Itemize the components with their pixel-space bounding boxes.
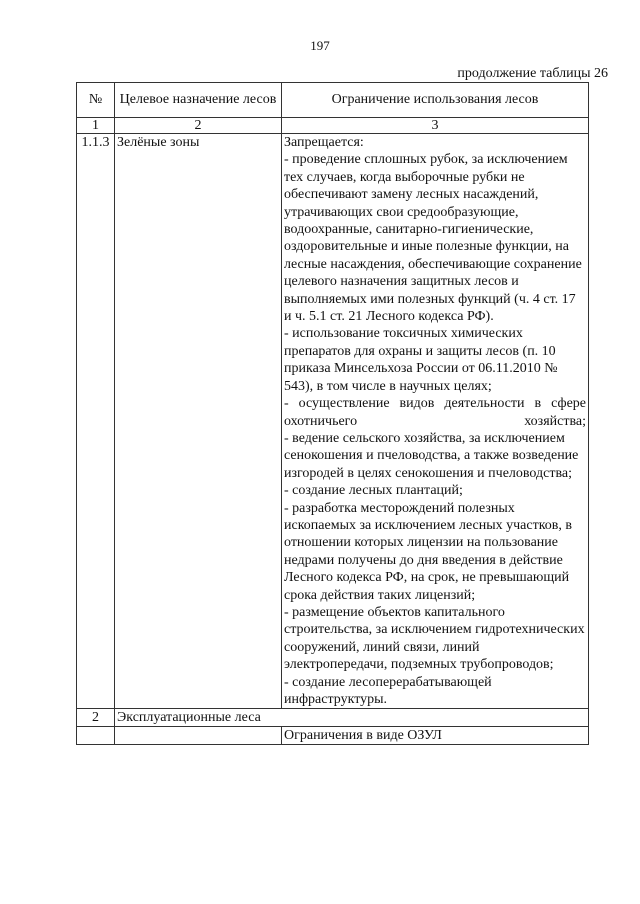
restriction-item: - использование токсичных химических препаратов для охраны и защиты лесов (п. 10 приказа Минсельхоза России от 06.11.2010 № 543), в том числе в научных целях; (284, 326, 558, 394)
table-continuation-label: продолжение таблицы 26 (457, 66, 608, 81)
header-number: № (77, 83, 115, 118)
restriction-item: - создание лесных плантаций; (284, 483, 463, 499)
header-restriction: Ограничение использования лесов (282, 83, 589, 118)
table-header-row (77, 83, 589, 118)
restrictions-table (76, 82, 589, 745)
restriction-item: - осуществление видов деятельности в сфере охотничьего хозяйства; (284, 396, 586, 429)
restriction-title: Запрещается: (284, 135, 364, 150)
restriction-item: - создание лесоперерабатывающей инфраструктуры. (284, 674, 492, 707)
column-number-2: 2 (115, 118, 282, 134)
header-purpose: Целевое назначение лесов (115, 83, 282, 118)
row-purpose: Зелёные зоны (115, 134, 282, 709)
table-row-ozul (77, 727, 589, 745)
restriction-item: - ведение сельского хозяйства, за исключением сенокошения и пчеловодства, а также возведение изгородей в целях сенокошения и пчеловодства; (284, 430, 579, 481)
table-row-green-zones (77, 134, 589, 709)
restriction-item: - проведение сплошных рубок, за исключением тех случаев, когда выборочные рубки не обеспечивают замену лесных насаждений, утрачивающих свои средообразующие, водоохранные, санитарно-гигиенические, оздоровительные и иные полезные функции, на лесные насаждения, обеспечивающие сохранение целевого назначения защитных лесов и выполняемых ими полезных функций (ч. 4 ст. 17 и ч. 5.1 ст. 21 Лесного кодекса РФ). (284, 152, 582, 325)
table-row-section (77, 709, 589, 727)
section-number: 2 (77, 709, 115, 727)
ozul-number-empty (77, 727, 115, 745)
section-title: Эксплуатационные леса (115, 709, 589, 727)
ozul-restriction: Ограничения в виде ОЗУЛ (282, 727, 589, 745)
restriction-item: - размещение объектов капитального строительства, за исключением гидротехнических сооружений, линий связи, линий электропередачи, подземных трубопроводов; (284, 604, 585, 673)
row-restrictions (282, 134, 589, 709)
restriction-item: - разработка месторождений полезных ископаемых за исключением лесных участков, в отношении которых лицензии на пользование недрами получены до дня введения в действие Лесного кодекса РФ, на срок, не превышающий срока действия таких лицензий; (284, 500, 573, 603)
ozul-purpose-empty (115, 727, 282, 745)
column-number-3: 3 (282, 118, 589, 134)
row-number: 1.1.3 (77, 134, 115, 709)
page-number: 197 (310, 38, 330, 53)
column-number-row (77, 118, 589, 134)
column-number-1: 1 (77, 118, 115, 134)
